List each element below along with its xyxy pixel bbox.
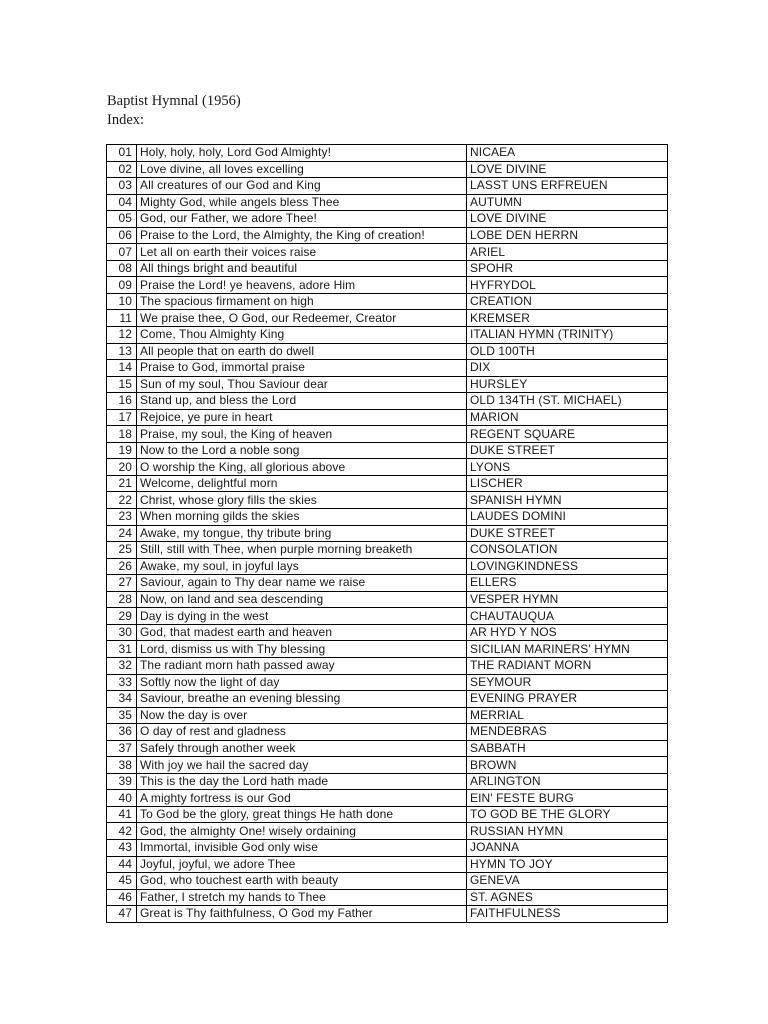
- hymn-number: 10: [107, 293, 137, 310]
- hymn-title: God, who touchest earth with beauty: [137, 873, 467, 890]
- hymn-tune: SPANISH HYMN: [467, 492, 668, 509]
- table-row: [107, 194, 668, 211]
- hymn-title: Praise the Lord! ye heavens, adore Him: [137, 277, 467, 294]
- table-row: [107, 542, 668, 559]
- table-row: [107, 475, 668, 492]
- hymn-number: 06: [107, 227, 137, 244]
- table-row: [107, 873, 668, 890]
- hymn-number: 16: [107, 393, 137, 410]
- hymn-number: 34: [107, 691, 137, 708]
- hymn-title: Welcome, delightful morn: [137, 475, 467, 492]
- hymn-tune: DUKE STREET: [467, 525, 668, 542]
- hymn-title: All things bright and beautiful: [137, 260, 467, 277]
- hymn-tune: ARLINGTON: [467, 773, 668, 790]
- hymn-tune: LOBE DEN HERRN: [467, 227, 668, 244]
- hymn-title: Saviour, again to Thy dear name we raise: [137, 575, 467, 592]
- hymn-title: Still, still with Thee, when purple morning breaketh: [137, 542, 467, 559]
- table-row: [107, 773, 668, 790]
- hymn-title: Great is Thy faithfulness, O God my Father: [137, 906, 467, 923]
- hymn-number: 20: [107, 459, 137, 476]
- table-row: [107, 525, 668, 542]
- table-row: [107, 641, 668, 658]
- hymn-title: Now, on land and sea descending: [137, 591, 467, 608]
- table-row: [107, 624, 668, 641]
- hymn-title: The spacious firmament on high: [137, 293, 467, 310]
- hymn-title: Rejoice, ye pure in heart: [137, 409, 467, 426]
- hymn-tune: HYFRYDOL: [467, 277, 668, 294]
- hymn-title: Christ, whose glory fills the skies: [137, 492, 467, 509]
- hymn-tune: FAITHFULNESS: [467, 906, 668, 923]
- table-row: [107, 442, 668, 459]
- hymn-tune: EIN' FESTE BURG: [467, 790, 668, 807]
- hymn-tune: SABBATH: [467, 740, 668, 757]
- hymn-tune: OLD 134TH (ST. MICHAEL): [467, 393, 668, 410]
- hymn-tune: LOVE DIVINE: [467, 161, 668, 178]
- hymn-title: Let all on earth their voices raise: [137, 244, 467, 261]
- hymn-tune: LOVINGKINDNESS: [467, 558, 668, 575]
- hymn-index-body: [107, 145, 668, 923]
- hymn-title: O day of rest and gladness: [137, 724, 467, 741]
- hymn-tune: SPOHR: [467, 260, 668, 277]
- hymn-number: 24: [107, 525, 137, 542]
- hymn-number: 26: [107, 558, 137, 575]
- hymn-title: Now to the Lord a noble song: [137, 442, 467, 459]
- table-row: [107, 244, 668, 261]
- hymn-number: 14: [107, 360, 137, 377]
- hymn-number: 01: [107, 145, 137, 162]
- hymn-tune: LASST UNS ERFREUEN: [467, 178, 668, 195]
- hymn-number: 28: [107, 591, 137, 608]
- table-row: [107, 823, 668, 840]
- hymn-title: A mighty fortress is our God: [137, 790, 467, 807]
- table-row: [107, 376, 668, 393]
- table-row: [107, 343, 668, 360]
- hymn-tune: EVENING PRAYER: [467, 691, 668, 708]
- hymn-tune: HURSLEY: [467, 376, 668, 393]
- hymn-number: 29: [107, 608, 137, 625]
- hymn-number: 44: [107, 856, 137, 873]
- hymn-title: God, the almighty One! wisely ordaining: [137, 823, 467, 840]
- hymn-title: Holy, holy, holy, Lord God Almighty!: [137, 145, 467, 162]
- hymn-tune: SICILIAN MARINERS' HYMN: [467, 641, 668, 658]
- hymn-title: To God be the glory, great things He hath done: [137, 806, 467, 823]
- hymn-number: 42: [107, 823, 137, 840]
- hymn-title: We praise thee, O God, our Redeemer, Creator: [137, 310, 467, 327]
- table-row: [107, 575, 668, 592]
- table-row: [107, 757, 668, 774]
- hymn-number: 08: [107, 260, 137, 277]
- hymn-number: 43: [107, 839, 137, 856]
- hymn-tune: DIX: [467, 360, 668, 377]
- table-row: [107, 691, 668, 708]
- hymn-title: Mighty God, while angels bless Thee: [137, 194, 467, 211]
- hymn-title: Praise, my soul, the King of heaven: [137, 426, 467, 443]
- hymn-number: 12: [107, 327, 137, 344]
- table-row: [107, 608, 668, 625]
- hymn-number: 33: [107, 674, 137, 691]
- hymn-title: Sun of my soul, Thou Saviour dear: [137, 376, 467, 393]
- hymn-tune: OLD 100TH: [467, 343, 668, 360]
- table-row: [107, 310, 668, 327]
- hymn-tune: TO GOD BE THE GLORY: [467, 806, 668, 823]
- document-subtitle: Index:: [107, 112, 145, 128]
- hymn-tune: MENDEBRAS: [467, 724, 668, 741]
- hymn-title: O worship the King, all glorious above: [137, 459, 467, 476]
- hymn-title: Softly now the light of day: [137, 674, 467, 691]
- table-row: [107, 839, 668, 856]
- hymn-tune: MERRIAL: [467, 707, 668, 724]
- hymn-number: 13: [107, 343, 137, 360]
- hymn-tune: JOANNA: [467, 839, 668, 856]
- table-row: [107, 293, 668, 310]
- hymn-title: Stand up, and bless the Lord: [137, 393, 467, 410]
- hymn-number: 09: [107, 277, 137, 294]
- hymn-title: Now the day is over: [137, 707, 467, 724]
- table-row: [107, 393, 668, 410]
- hymn-number: 47: [107, 906, 137, 923]
- hymn-number: 41: [107, 806, 137, 823]
- table-row: [107, 145, 668, 162]
- hymn-number: 45: [107, 873, 137, 890]
- table-row: [107, 740, 668, 757]
- hymn-title: With joy we hail the sacred day: [137, 757, 467, 774]
- hymn-tune: VESPER HYMN: [467, 591, 668, 608]
- hymn-title: Lord, dismiss us with Thy blessing: [137, 641, 467, 658]
- hymn-tune: NICAEA: [467, 145, 668, 162]
- table-row: [107, 558, 668, 575]
- hymn-number: 31: [107, 641, 137, 658]
- hymn-number: 39: [107, 773, 137, 790]
- document-header: [107, 92, 241, 130]
- hymn-tune: LYONS: [467, 459, 668, 476]
- table-row: [107, 360, 668, 377]
- hymn-title: Saviour, breathe an evening blessing: [137, 691, 467, 708]
- hymn-number: 11: [107, 310, 137, 327]
- table-row: [107, 277, 668, 294]
- hymn-number: 38: [107, 757, 137, 774]
- hymn-number: 07: [107, 244, 137, 261]
- table-row: [107, 790, 668, 807]
- hymn-tune: ELLERS: [467, 575, 668, 592]
- table-row: [107, 657, 668, 674]
- table-row: [107, 724, 668, 741]
- hymn-tune: REGENT SQUARE: [467, 426, 668, 443]
- table-row: [107, 178, 668, 195]
- hymn-number: 35: [107, 707, 137, 724]
- hymn-tune: ST. AGNES: [467, 889, 668, 906]
- hymn-tune: BROWN: [467, 757, 668, 774]
- table-row: [107, 889, 668, 906]
- hymn-tune: AR HYD Y NOS: [467, 624, 668, 641]
- hymn-title: Day is dying in the west: [137, 608, 467, 625]
- hymn-title: Immortal, invisible God only wise: [137, 839, 467, 856]
- table-row: [107, 426, 668, 443]
- hymn-number: 36: [107, 724, 137, 741]
- table-row: [107, 227, 668, 244]
- hymn-number: 22: [107, 492, 137, 509]
- hymn-tune: ITALIAN HYMN (TRINITY): [467, 327, 668, 344]
- table-row: [107, 492, 668, 509]
- hymn-tune: CHAUTAUQUA: [467, 608, 668, 625]
- hymn-tune: RUSSIAN HYMN: [467, 823, 668, 840]
- hymn-number: 32: [107, 657, 137, 674]
- hymn-number: 05: [107, 211, 137, 228]
- hymn-number: 18: [107, 426, 137, 443]
- hymn-number: 15: [107, 376, 137, 393]
- hymn-tune: ARIEL: [467, 244, 668, 261]
- hymn-number: 40: [107, 790, 137, 807]
- hymn-title: God, our Father, we adore Thee!: [137, 211, 467, 228]
- hymn-title: Praise to God, immortal praise: [137, 360, 467, 377]
- table-row: [107, 459, 668, 476]
- hymn-number: 27: [107, 575, 137, 592]
- hymn-tune: LOVE DIVINE: [467, 211, 668, 228]
- hymn-title: Come, Thou Almighty King: [137, 327, 467, 344]
- hymn-title: All creatures of our God and King: [137, 178, 467, 195]
- table-row: [107, 509, 668, 526]
- table-row: [107, 806, 668, 823]
- hymn-tune: CREATION: [467, 293, 668, 310]
- table-row: [107, 591, 668, 608]
- hymn-tune: KREMSER: [467, 310, 668, 327]
- hymn-title: Awake, my tongue, thy tribute bring: [137, 525, 467, 542]
- hymn-number: 21: [107, 475, 137, 492]
- hymn-tune: CONSOLATION: [467, 542, 668, 559]
- hymn-tune: THE RADIANT MORN: [467, 657, 668, 674]
- hymn-number: 30: [107, 624, 137, 641]
- document-title: Baptist Hymnal (1956): [107, 93, 241, 109]
- table-row: [107, 707, 668, 724]
- hymn-tune: AUTUMN: [467, 194, 668, 211]
- hymn-tune: SEYMOUR: [467, 674, 668, 691]
- hymn-title: Praise to the Lord, the Almighty, the King of creation!: [137, 227, 467, 244]
- hymn-index-table: [106, 144, 668, 923]
- table-row: [107, 327, 668, 344]
- hymn-title: Awake, my soul, in joyful lays: [137, 558, 467, 575]
- hymn-title: God, that madest earth and heaven: [137, 624, 467, 641]
- table-row: [107, 674, 668, 691]
- hymn-tune: DUKE STREET: [467, 442, 668, 459]
- hymn-title: When morning gilds the skies: [137, 509, 467, 526]
- hymn-number: 17: [107, 409, 137, 426]
- hymn-title: Love divine, all loves excelling: [137, 161, 467, 178]
- table-row: [107, 409, 668, 426]
- hymn-tune: LAUDES DOMINI: [467, 509, 668, 526]
- hymn-title: All people that on earth do dwell: [137, 343, 467, 360]
- hymn-tune: HYMN TO JOY: [467, 856, 668, 873]
- hymn-number: 25: [107, 542, 137, 559]
- hymn-number: 04: [107, 194, 137, 211]
- table-row: [107, 906, 668, 923]
- hymn-number: 23: [107, 509, 137, 526]
- hymn-title: This is the day the Lord hath made: [137, 773, 467, 790]
- hymn-number: 46: [107, 889, 137, 906]
- table-row: [107, 856, 668, 873]
- hymn-number: 02: [107, 161, 137, 178]
- hymn-title: Father, I stretch my hands to Thee: [137, 889, 467, 906]
- table-row: [107, 161, 668, 178]
- hymn-title: The radiant morn hath passed away: [137, 657, 467, 674]
- hymn-tune: LISCHER: [467, 475, 668, 492]
- hymn-number: 19: [107, 442, 137, 459]
- hymn-number: 37: [107, 740, 137, 757]
- hymn-tune: GENEVA: [467, 873, 668, 890]
- hymn-title: Joyful, joyful, we adore Thee: [137, 856, 467, 873]
- table-row: [107, 260, 668, 277]
- table-row: [107, 211, 668, 228]
- hymn-number: 03: [107, 178, 137, 195]
- hymn-title: Safely through another week: [137, 740, 467, 757]
- hymn-tune: MARION: [467, 409, 668, 426]
